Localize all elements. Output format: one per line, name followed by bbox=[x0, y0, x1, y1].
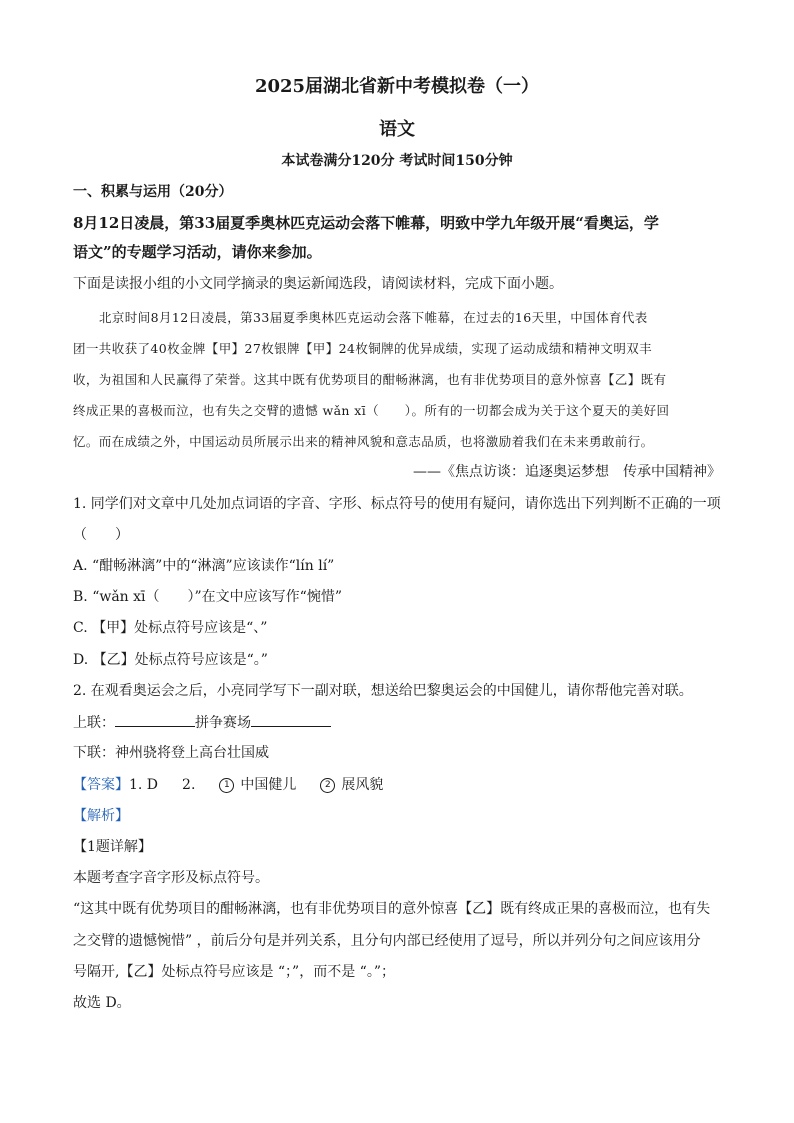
q1-option-c: C. 【甲】处标点符号应该是“、” bbox=[73, 620, 268, 636]
answer-q1: 1. D bbox=[129, 777, 159, 793]
q2-upper-couplet bbox=[73, 712, 723, 733]
detail-heading: 【1题详解】 bbox=[73, 839, 152, 855]
answer-tag: 【答案】 bbox=[73, 777, 129, 793]
passage-line: 终成正果的喜极而泣，也有失之交臂的遗憾 wǎn xī（ ）。所有的一切都会成为关于这个夏天的美好回 bbox=[73, 403, 670, 418]
passage-line: 团一共收获了40枚金牌【甲】27枚银牌【甲】24枚铜牌的优异成绩，实现了运动成绩和精神文明双丰 bbox=[73, 341, 653, 356]
passage-line: 收，为祖国和人民赢得了荣誉。这其中既有优势项目的酣畅淋漓，也有非优势项目的意外惊喜【乙】既有 bbox=[73, 372, 667, 387]
analysis-tag: 【解析】 bbox=[73, 808, 129, 824]
analysis-line: 故选 D。 bbox=[73, 995, 131, 1011]
answer-q2-num: 2. bbox=[182, 777, 196, 793]
circled-number-1: 1 bbox=[219, 778, 234, 793]
section-intro-line1: 8月12日凌晨，第33届夏季奥林匹克运动会落下帷幕，明致中学九年级开展“看奥运，学 bbox=[73, 214, 659, 232]
exam-title: 2025届湖北省新中考模拟卷（一） bbox=[254, 76, 540, 97]
q1-option-a: A. “酣畅淋漓”中的“淋漓”应该读作“lín lí” bbox=[73, 558, 335, 574]
subject-title: 语文 bbox=[379, 119, 415, 140]
q1-option-d: D. 【乙】处标点符号应该是“。” bbox=[73, 652, 268, 668]
analysis-line: “这其中既有优势项目的酣畅淋漓，也有非优势项目的意外惊喜【乙】既有终成正果的喜极而泣，也有失 bbox=[73, 901, 711, 917]
answer-row bbox=[73, 775, 723, 795]
answer-item-1: 中国健儿 bbox=[240, 777, 297, 793]
passage-source: ——《焦点访谈：追逐奥运梦想 传承中国精神》 bbox=[413, 464, 721, 480]
analysis-line: 本题考查字音字形及标点符号。 bbox=[73, 870, 269, 886]
circled-number-2: 2 bbox=[320, 778, 335, 793]
answer-item-2: 展风貌 bbox=[341, 777, 384, 793]
analysis-line: 号隔开,【乙】处标点符号应该是 “；”，而不是 “。”； bbox=[73, 964, 395, 980]
passage-line: 北京时间8月12日凌晨，第33届夏季奥林匹克运动会落下帷幕，在过去的16天里，中国体育代表 bbox=[99, 310, 648, 325]
q1-stem-line1: 1. 同学们对文章中几处加点词语的字音、字形、标点符号的使用有疑问，请你选出下列判断不正确的一项 bbox=[73, 496, 721, 512]
q1-option-b: B. “wǎn xī（ ）”在文中应该写作“惋惜” bbox=[73, 589, 342, 605]
blank-line bbox=[115, 712, 195, 727]
q1-stem-line2: （ ） bbox=[73, 527, 129, 543]
passage-line: 忆。而在成绩之外，中国运动员所展示出来的精神风貌和意志品质，也将激励着我们在未来勇敢前行。 bbox=[73, 434, 654, 449]
q2-lower-couplet: 下联：神州骁将登上高台壮国威 bbox=[73, 745, 269, 761]
exam-info: 本试卷满分120分 考试时间150分钟 bbox=[281, 153, 513, 169]
reading-lead: 下面是读报小组的小文同学摘录的奥运新闻选段，请阅读材料，完成下面小题。 bbox=[73, 276, 563, 292]
section-heading: 一、积累与运用（20分） bbox=[73, 184, 233, 200]
upper-middle-text: 拼争赛场 bbox=[195, 715, 251, 731]
q2-stem: 2. 在观看奥运会之后，小亮同学写下一副对联，想送给巴黎奥运会的中国健儿，请你帮他完善对联。 bbox=[73, 683, 693, 699]
upper-label: 上联： bbox=[73, 715, 115, 731]
section-intro-line2: 语文”的专题学习活动，请你来参加。 bbox=[73, 243, 322, 261]
blank-line bbox=[251, 712, 331, 727]
analysis-line: 之交臂的遗憾惋惜” ，前后分句是并列关系，且分句内部已经使用了逗号，所以并列分句之间应该用分 bbox=[73, 933, 701, 949]
